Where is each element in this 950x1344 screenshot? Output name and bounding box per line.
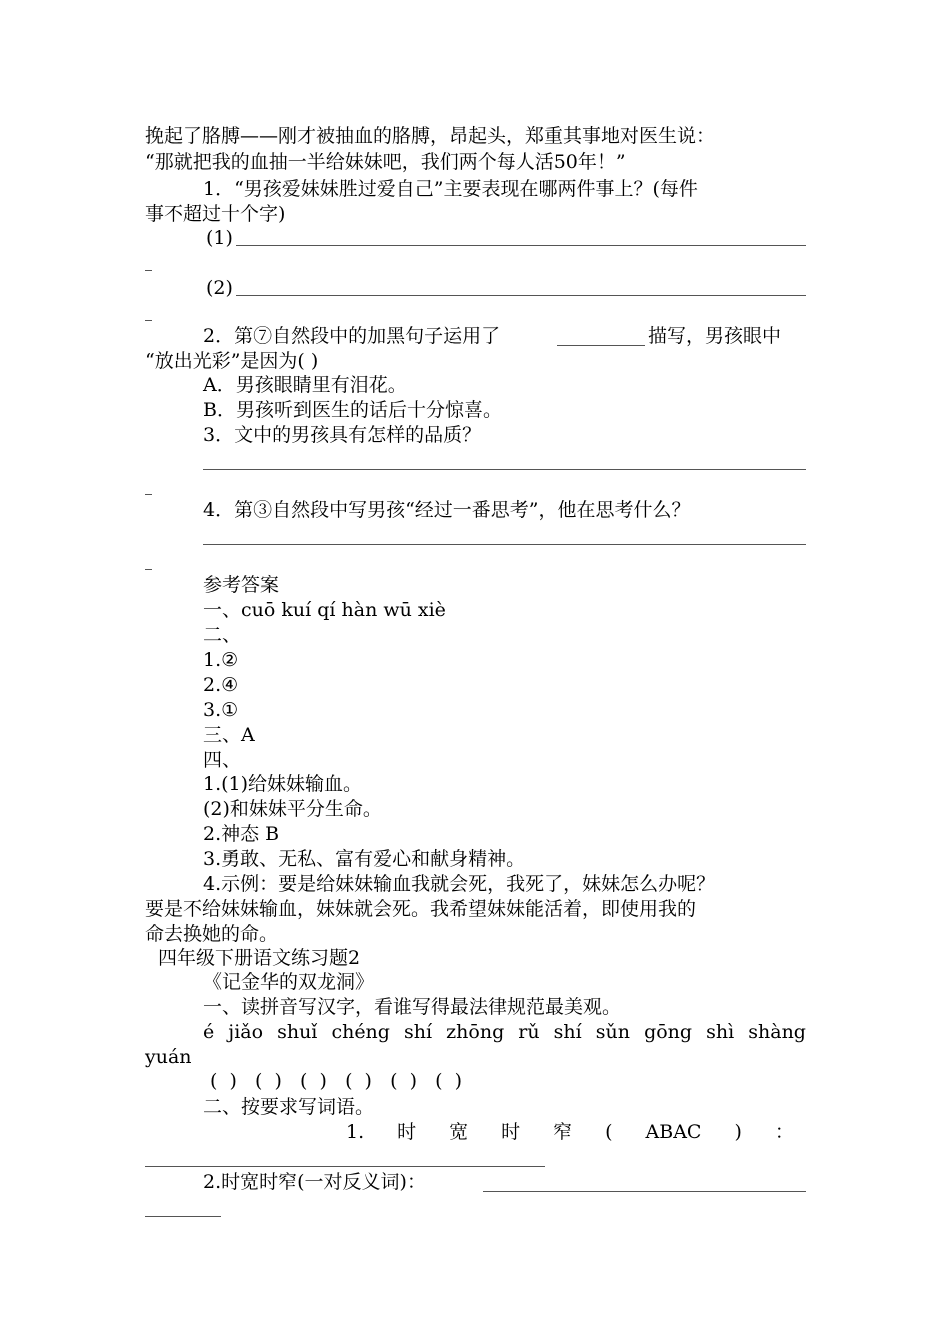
pinyin-item: shì [706,1021,735,1043]
pinyin-item: shàng [748,1021,806,1043]
answer-label-1: (1) [206,227,233,249]
q-text: 时 [397,1121,417,1143]
question-1: 1．“男孩爱妹妹胜过爱自己”主要表现在哪两件事上？(每件 [203,178,698,200]
q-text: ： [774,1121,794,1143]
pinyin-item: rǔ [518,1021,540,1043]
answer-label-2: (2) [206,277,233,299]
q-text: 1. [346,1121,365,1143]
answer-line[interactable] [483,1191,806,1192]
answer-item: 3.勇敢、无私、富有爱心和献身精神。 [203,848,526,870]
pinyin-item: zhōng [446,1021,505,1043]
answer-line-tail [145,569,152,570]
question-2-words: 2.时宽时窄(一对反义词)： [203,1171,426,1193]
question-2-rest: 描写，男孩眼中 [648,325,782,347]
answer-line[interactable] [236,295,806,296]
section-heading: 二、按要求写词语。 [203,1096,375,1118]
q-text: ) [734,1121,742,1143]
answers-title: 参考答案 [203,574,280,596]
q-text: 窄 [553,1121,573,1143]
pinyin-item: chéng [331,1021,390,1043]
pinyin-item: shuǐ [277,1021,318,1043]
question-2: 2．第⑦自然段中的加黑句子运用了 [203,325,501,347]
answer-item-cont: 命去换她的命。 [145,923,279,945]
answer-brackets[interactable]: ( ) ( ) ( ) ( ) ( ) ( ) [210,1070,463,1092]
answer-item: 二、 [203,624,242,646]
pinyin-item: é [203,1021,215,1043]
answer-item: 4.示例：要是给妹妹输血我就会死，我死了，妹妹怎么办呢？ [203,873,716,895]
section-heading: 一、读拼音写汉字，看谁写得最法律规范最美观。 [203,996,622,1018]
option-a: A．男孩眼睛里有泪花。 [203,374,407,396]
answer-line-tail [145,270,152,271]
answer-item: 1.(1)给妹妹输血。 [203,773,363,795]
answer-line-tail [145,320,152,321]
answer-item-cont: 要是不给妹妹输血，妹妹就会死。我希望妹妹能活着，即使用我的 [145,898,697,920]
answer-line[interactable] [145,1216,221,1217]
answer-item: 三、A [203,724,255,746]
answer-item: 一、cuō kuí qí hàn wū xiè [203,599,446,621]
q-text: ( [605,1121,613,1143]
question-row [346,1120,794,1145]
answer-item: 四、 [203,749,242,771]
question-1-cont: 事不超过十个字) [145,203,286,225]
pinyin-item: shí [553,1021,582,1043]
option-b: B．男孩听到医生的话后十分惊喜。 [203,399,502,421]
story-line: “那就把我的血抽一半给妹妹吧，我们两个每人活50年！” [145,151,626,173]
pinyin-item: shí [404,1021,433,1043]
pinyin-item: gōng [644,1021,693,1043]
fill-blank[interactable] [557,345,645,346]
exercise-title: 四年级下册语文练习题2 [158,947,361,969]
answer-item: 3.① [203,699,239,721]
question-3: 3．文中的男孩具有怎样的品质？ [203,424,482,446]
answer-item: 2.神态 B [203,823,280,845]
question-4: 4．第③自然段中写男孩“经过一番思考”，他在思考什么？ [203,499,691,521]
pinyin-item: jiǎo [228,1021,264,1043]
answer-line[interactable] [203,544,806,545]
answer-item: 1.② [203,649,239,671]
pinyin-row [203,1020,806,1045]
answer-item: (2)和妹妹平分生命。 [203,798,382,820]
answer-line[interactable] [145,1166,545,1167]
answer-line-tail [145,494,152,495]
q-text: 时 [501,1121,521,1143]
q-text: 宽 [449,1121,469,1143]
story-line: 挽起了胳膊——刚才被抽血的胳膊，昂起头，郑重其事地对医生说： [145,125,716,147]
exercise-subtitle: 《记金华的双龙洞》 [203,971,375,993]
pinyin-item: sǔn [595,1021,631,1043]
answer-line[interactable] [236,245,806,246]
question-2-cont: “放出光彩”是因为( ) [145,350,319,372]
answer-line[interactable] [203,469,806,470]
pinyin-wrap: yuán [145,1046,192,1068]
q-text: ABAC [645,1121,702,1143]
answer-item: 2.④ [203,674,239,696]
